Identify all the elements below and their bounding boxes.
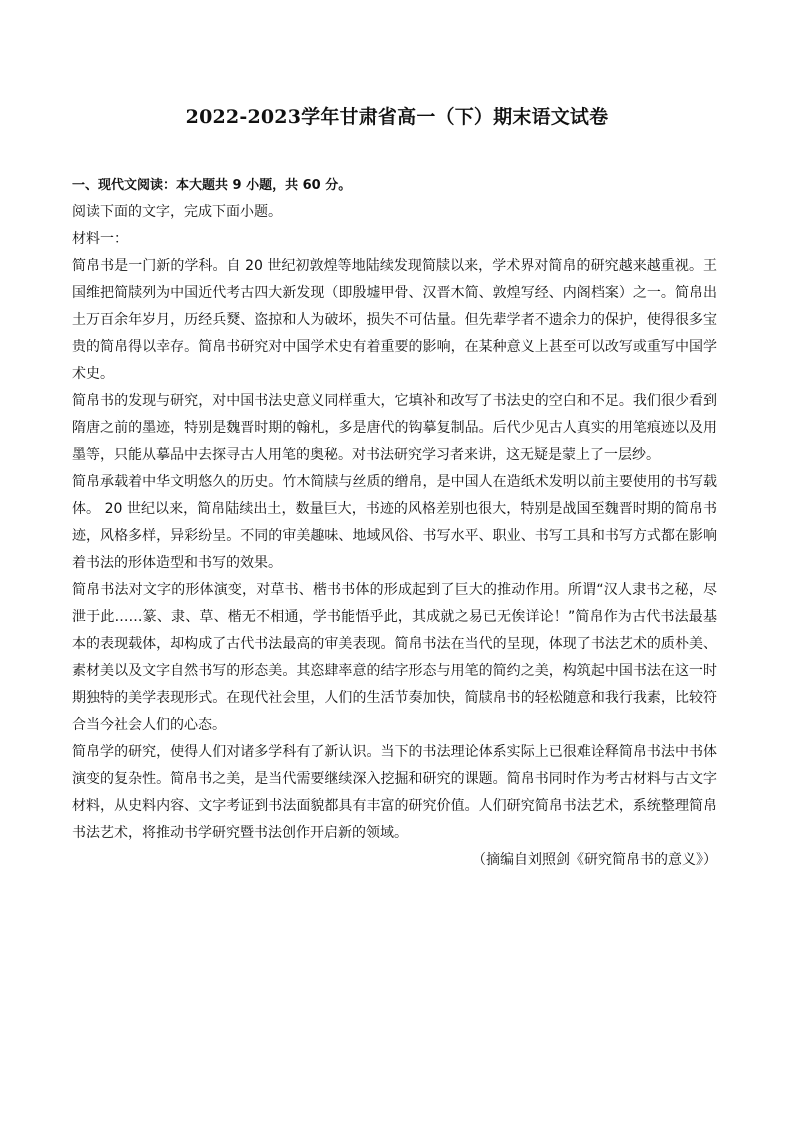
- paragraph-4: 简帛书法对文字的形体演变，对草书、楷书书体的形成起到了巨大的推动作用。所谓“汉人隶书之秘，尽泄于此……篆、隶、草、楷无不相通，学书能悟乎此，其成就之易已无俟详论！”简帛作为古代书法最基本的表现载体，却构成了古代书法最高的审美表现。简帛书法在当代的呈现，体现了书法艺术的质朴美、素材美以及文字自然书写的形态美。其恣肆率意的结字形态与用笔的简约之美，构筑起中国书法在这一时期独特的美学表现形式。在现代社会里，人们的生活节奏加快，简牍帛书的轻松随意和我行我素，比较符合当今社会人们的心态。: [72, 582, 717, 733]
- paragraph-2: 简帛书的发现与研究，对中国书法史意义同样重大，它填补和改写了书法史的空白和不足。我们很少看到隋唐之前的墨迹，特别是魏晋时期的翰札，多是唐代的钩摹复制品。后代少见古人真实的用笔痕迹以及用墨等，只能从摹品中去探寻古人用笔的奥秘。对书法研究学习者来讲，这无疑是蒙上了一层纱。: [72, 393, 717, 463]
- instruction-text: 阅读下面的文字，完成下面小题。: [72, 204, 282, 220]
- source-citation: （摘编自刘照剑《研究简帛书的意义》）: [472, 852, 717, 868]
- paragraph-5: 简帛学的研究，使得人们对诸多学科有了新认识。当下的书法理论体系实际上已很难诠释简帛书法中书体演变的复杂性。简帛书之美，是当代需要继续深入挖掘和研究的课题。简帛书同时作为考古材料与古文字材料，从史料内容、文字考证到书法面貌都具有丰富的研究价值。人们研究简帛书法艺术，系统整理简帛书法艺术，将推动书学研究暨书法创作开启新的领域。: [72, 744, 717, 841]
- material-label: 材料一：: [72, 231, 128, 247]
- paragraph-1: 简帛书是一门新的学科。自 20 世纪初敦煌等地陆续发现简牍以来，学术界对简帛的研究越来越重视。王国维把简牍列为中国近代考古四大新发现（即殷墟甲骨、汉晋木简、敦煌写经、内阁档案）之一。简帛出土万百余年岁月，历经兵燹、盗掠和人为破坏，损失不可估量。但先辈学者不遗余力的保护，使得很多宝贵的简帛得以幸存。简帛书研究对中国学术史有着重要的影响，在某种意义上甚至可以改写或重写中国学术史。: [72, 258, 717, 382]
- reading-section: [72, 172, 717, 874]
- page-title: 2022-2023学年甘肃省高一（下）期末语文试卷: [185, 106, 609, 128]
- section-heading: 一、现代文阅读：本大题共 9 小题，共 60 分。: [72, 178, 352, 193]
- paragraph-3: 简帛承载着中华文明悠久的历史。竹木简牍与丝质的缯帛，是中国人在造纸术发明以前主要使用的书写载体。 20 世纪以来，简帛陆续出土，数量巨大，书迹的风格差别也很大，特别是战国至魏晋时期的简帛书迹，风格多样，异彩纷呈。不同的审美趣味、地域风俗、书写水平、职业、书写工具和书写方式都在影响着书法的形体造型和书写的效果。: [72, 474, 717, 571]
